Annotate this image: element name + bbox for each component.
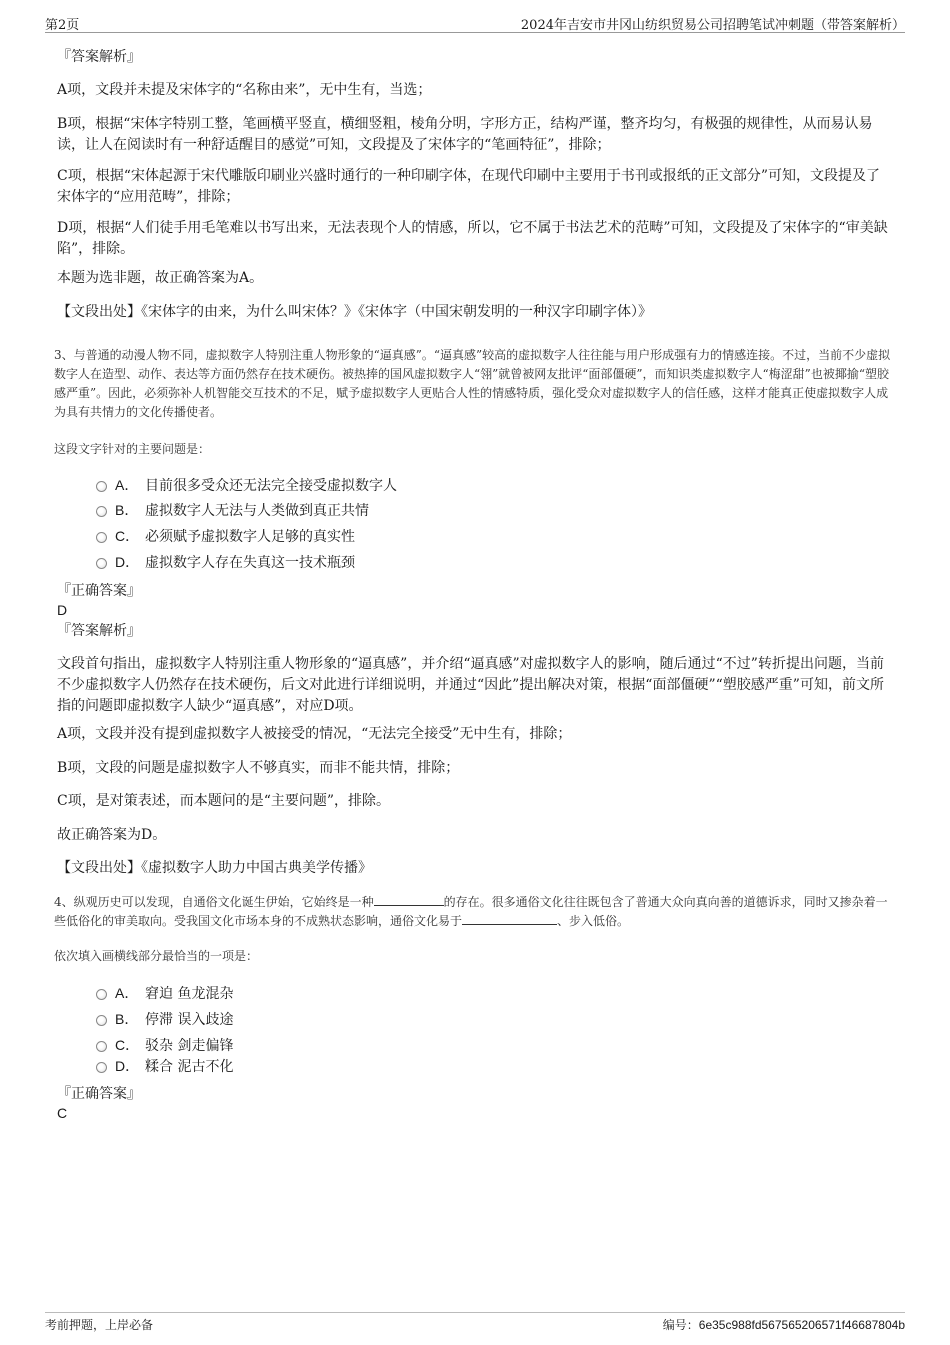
- answer-label: 『正确答案』: [57, 583, 141, 599]
- answer-label: 『正确答案』: [57, 1086, 141, 1102]
- radio-icon[interactable]: [96, 1015, 107, 1026]
- option-b[interactable]: B． 停滞 误入歧途: [96, 1009, 233, 1030]
- radio-icon[interactable]: [96, 989, 107, 1000]
- radio-icon[interactable]: [96, 558, 107, 569]
- analysis-paragraph: A项，文段并未提及宋体字的“名称由来”，无中生有，当选；: [57, 82, 432, 98]
- radio-icon[interactable]: [96, 1041, 107, 1052]
- analysis-paragraph: D项，根据“人们徒手用毛笔难以书写出来，无法表现个人的情感，所以，它不属于书法艺术的范畴”可知，文段提及了宋体字的“审美缺陷”，排除。: [57, 220, 888, 257]
- fill-blank: [462, 912, 557, 925]
- analysis-paragraph: 文段首句指出，虚拟数字人特别注重人物形象的“逼真感”，并介绍“逼真感”对虚拟数字人的影响，随后通过“不过”转折提出问题，当前不少虚拟数字人仍然存在技术硬伤，后文对此进行详细说明，并通过“因此”提出解决对策，根据“面部僵硬”“塑胶感严重”可知，前文所指的问题即虚拟数字人缺少“逼真感”，对应D项。: [57, 656, 884, 714]
- source-citation: 【文段出处】《虚拟数字人助力中国古典美学传播》: [57, 860, 372, 876]
- option-d[interactable]: D． 虚拟数字人存在失真这一技术瓶颈: [96, 552, 355, 573]
- question-prompt: 依次填入画横线部分最恰当的一项是：: [54, 949, 259, 963]
- analysis-label: 『答案解析』: [57, 623, 141, 639]
- option-c[interactable]: C． 必须赋予虚拟数字人足够的真实性: [96, 526, 355, 547]
- analysis-paragraph: A项，文段并没有提到虚拟数字人被接受的情况，“无法完全接受”无中生有，排除；: [57, 726, 572, 742]
- analysis-paragraph: C项，是对策表述，而本题问的是“主要问题”，排除。: [57, 793, 391, 809]
- option-a[interactable]: A． 目前很多受众还无法完全接受虚拟数字人: [96, 475, 397, 496]
- page-header: [45, 12, 905, 33]
- analysis-conclusion: 本题为选非题，故正确答案为A。: [57, 270, 264, 286]
- source-citation: 【文段出处】《宋体字的由来，为什么叫宋体？》《宋体字（中国宋朝发明的一种汉字印刷字体）》: [57, 304, 652, 320]
- footer-slogan: 考前押题，上岸必备: [45, 1318, 154, 1332]
- analysis-paragraph: B项，文段的问题是虚拟数字人不够真实，而非不能共情，排除；: [57, 760, 460, 776]
- document-title: 2024年吉安市井冈山纺织贸易公司招聘笔试冲刺题（带答案解析）: [520, 18, 905, 33]
- radio-icon[interactable]: [96, 532, 107, 543]
- page-number: 第2页: [45, 18, 80, 33]
- document-id: 编号：6e35c988fd567565206571f46687804b: [662, 1318, 905, 1332]
- option-a[interactable]: A． 窘迫 鱼龙混杂: [96, 983, 233, 1004]
- answer-value: D: [57, 602, 68, 618]
- radio-icon[interactable]: [96, 506, 107, 517]
- option-c[interactable]: C． 驳杂 剑走偏锋: [96, 1035, 233, 1056]
- answer-value: C: [57, 1105, 68, 1121]
- question-text: 4、纵观历史可以发现，自通俗文化诞生伊始，它始终是一种 的存在。很多通俗文化往往既包含了普通大众向真向善的道德诉求，同时又掺杂着一些低俗化的审美取向。受我国文化市场本身的不成熟状态影响，通俗文化易于 、步入低俗。: [54, 895, 888, 928]
- analysis-label: 『答案解析』: [57, 49, 141, 65]
- radio-icon[interactable]: [96, 481, 107, 492]
- page-footer: [45, 1312, 905, 1333]
- option-b[interactable]: B． 虚拟数字人无法与人类做到真正共情: [96, 500, 369, 521]
- analysis-paragraph: C项，根据“宋体起源于宋代雕版印刷业兴盛时通行的一种印刷字体，在现代印刷中主要用于书刊或报纸的正文部分”可知，文段提及了宋体字的“应用范畴”，排除；: [57, 168, 881, 205]
- option-d[interactable]: D． 糅合 泥古不化: [96, 1056, 233, 1077]
- fill-blank: [374, 893, 444, 906]
- analysis-paragraph: B项，根据“宋体字特别工整，笔画横平竖直，横细竖粗，棱角分明，字形方正，结构严谨，整齐均匀，有极强的规律性，从而易认易读，让人在阅读时有一种舒适醒目的感觉”可知，文段提及了宋体字的“笔画特征”，排除；: [57, 116, 873, 153]
- radio-icon[interactable]: [96, 1062, 107, 1073]
- question-prompt: 这段文字针对的主要问题是：: [54, 442, 211, 456]
- analysis-conclusion: 故正确答案为D。: [57, 827, 167, 843]
- question-text: 3、与普通的动漫人物不同，虚拟数字人特别注重人物形象的“逼真感”。“逼真感”较高的虚拟数字人往往能与用户形成强有力的情感连接。不过，当前不少虚拟数字人在造型、动作、表达等方面仍然存在技术硬伤。被热捧的国风虚拟数字人“翎”就曾被网友批评“面部僵硬”，而知识类虚拟数字人“梅涩甜”也被揶揄“塑胶感严重”。因此，必须弥补人机智能交互技术的不足，赋予虚拟数字人更贴合人性的情感特质，强化受众对虚拟数字人的信任感，这样才能真正使虚拟数字人成为具有共情力的文化传播使者。: [54, 348, 891, 419]
